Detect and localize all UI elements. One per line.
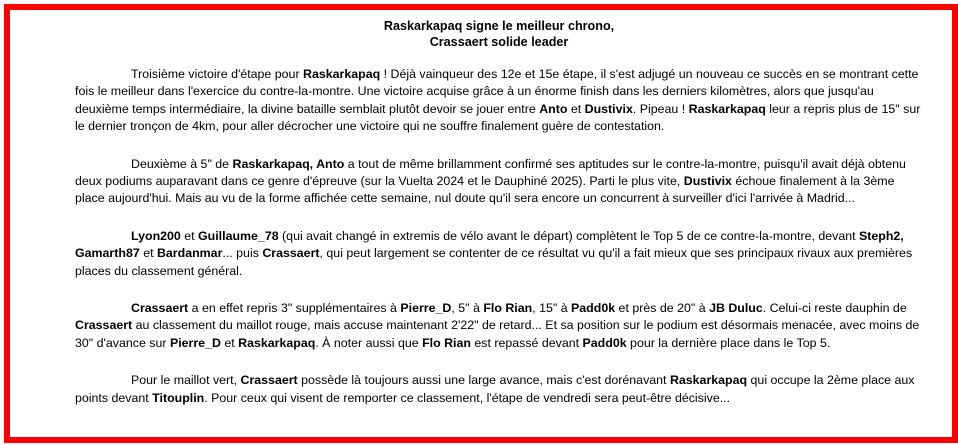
- article-content: [75, 18, 923, 407]
- bold-name: Raskarkapaq, Anto: [232, 156, 345, 171]
- text-run: et: [567, 101, 585, 116]
- article-title: [75, 18, 923, 50]
- text-run: a tout de même brillamment confirmé ses aptitudes sur le contre-la-montre, puisqu'il avait déjà obtenu deux podiums auparavant dans ce genre d'épreuve (sur la Vuelta 2024 et le Dauphiné 2025). Parti le plus vite,: [75, 156, 906, 189]
- text-run: , 5" à: [451, 301, 484, 316]
- bold-name: Anto: [539, 101, 568, 116]
- text-run: pour la dernière place dans le Top 5.: [626, 335, 831, 350]
- title-line-1: Raskarkapaq signe le meilleur chrono,: [383, 19, 615, 33]
- text-run: qui occupe la 2ème place aux points devant: [75, 373, 915, 405]
- bold-name: Pierre_D: [169, 335, 221, 350]
- paragraph-5: [75, 372, 923, 407]
- text-run: Troisième victoire d'étape pour: [131, 67, 304, 81]
- text-run: leur a repris plus de 15" sur le dernier tronçon de 4km, pour aller décrocher une victoire qui ne souffre finalement guère de contestation.: [75, 101, 921, 134]
- bold-name: Crassaert: [131, 301, 189, 316]
- text-run: Deuxième à 5" de: [131, 156, 233, 171]
- text-run: et: [139, 246, 157, 261]
- text-run: , 15" à: [532, 301, 572, 316]
- text-run: . Pipeau !: [632, 101, 689, 116]
- text-run: échoue finalement à la 3ème place aujourd'hui. Mais au vu de la forme affichée cette semaine, nul doute qu'il sera encore un concurrent à surveiller d'ici l'arrivée à Madrid...: [75, 174, 895, 206]
- article-frame: [4, 4, 958, 443]
- bold-name: JB Duluc: [709, 301, 763, 316]
- text-run: Pour le maillot vert,: [131, 373, 241, 388]
- text-run: et: [180, 228, 199, 243]
- paragraph-4: [75, 300, 923, 352]
- bold-name: Steph2, Gamarth87: [75, 228, 904, 261]
- paragraph-3: [75, 228, 923, 280]
- bold-name: Lyon200: [131, 228, 181, 243]
- bold-name: Raskarkapaq: [688, 101, 766, 116]
- bold-name: Guillaume_78: [198, 228, 279, 243]
- bold-name: Raskarkapaq: [303, 67, 381, 81]
- bold-name: Raskarkapaq: [669, 373, 748, 388]
- bold-name: Dustivix: [683, 174, 732, 189]
- bold-name: Crassaert: [75, 318, 133, 333]
- text-run: et: [220, 335, 239, 350]
- text-run: a en effet repris 3" supplémentaires à: [188, 301, 401, 316]
- bold-name: Dustivix: [584, 101, 633, 116]
- bold-name: Pierre_D: [400, 301, 452, 316]
- bold-name: Crassaert: [240, 373, 298, 388]
- text-run: . Pour ceux qui visent de remporter ce classement, l'étape de vendredi sera peut-être décisive...: [204, 390, 731, 405]
- bold-name: Crassaert: [262, 246, 320, 261]
- text-run: et près de 20" à: [615, 301, 710, 316]
- title-line-2: Crassaert solide leader: [429, 35, 569, 49]
- text-run: possède là toujours aussi une large avance, mais c'est dorénavant: [297, 373, 670, 388]
- paragraph-2: [75, 156, 923, 208]
- bold-name: Flo Rian: [422, 335, 471, 350]
- bold-name: Flo Rian: [483, 301, 533, 316]
- bold-name: Titouplin: [152, 390, 205, 405]
- text-run: ... puis: [222, 246, 263, 261]
- bold-name: Padd0k: [571, 301, 616, 316]
- text-run: au classement du maillot rouge, mais accuse maintenant 2'22" de retard... Et sa position sur le podium est désormais menacée, avec moins de 30" d'avance sur: [75, 318, 920, 350]
- text-run: . Celui-ci reste dauphin de: [762, 301, 907, 316]
- bold-name: Padd0k: [582, 335, 627, 350]
- paragraph-1: [75, 66, 923, 136]
- bold-name: Bardanmar: [156, 246, 223, 261]
- text-run: ! Déjà vainqueur des 12e et 15e étape, il s'est adjugé un nouveau ce succès en se montrant cette fois le meilleur dans l'exercice du contre-la-montre. Une victoire acquise grâce à un énorme finish dans les derniers kilomètres, alors que jusqu'au deuxième temps intermédiaire, la divine bataille semblait plutôt devoir se jouer entre: [75, 67, 919, 116]
- text-run: est repassé devant: [470, 335, 583, 350]
- text-run: (qui avait changé in extremis de vélo avant le départ) complètent le Top 5 de ce contre-la-montre, devant: [278, 228, 859, 243]
- text-run: , qui peut largement se contenter de ce résultat vu qu'il a fait mieux que ses principaux rivaux aux premières places du classement général.: [75, 246, 913, 278]
- bold-name: Raskarkapaq: [238, 335, 316, 350]
- text-run: . À noter aussi que: [315, 335, 423, 350]
